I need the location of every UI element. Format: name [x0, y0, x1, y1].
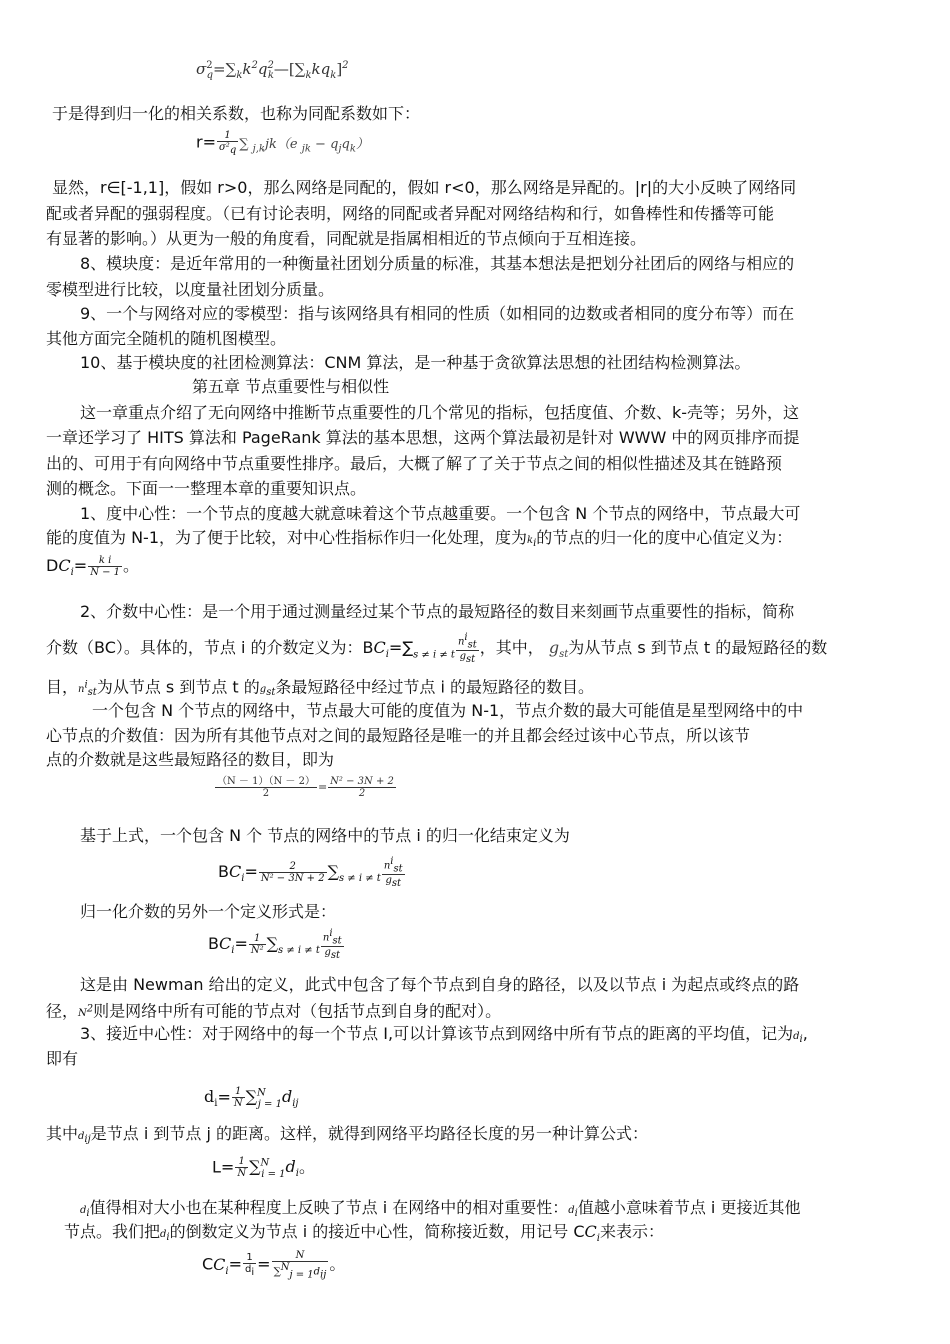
text-span: 值越小意味着节点 i 更接近其他 [577, 1198, 801, 1217]
text-line: 心节点的介数值：因为所有其他节点对之间的最短路径是唯一的并且都会经过该中心节点，所以该节 [46, 726, 751, 745]
chapter-heading: 第五章 节点重要性与相似性 [192, 377, 390, 396]
text-line: 这一章重点介绍了无向网络中推断节点重要性的几个常见的指标，包括度值、介数、k-壳等；另外，这 [80, 403, 800, 422]
text-line: 即有 [46, 1049, 79, 1068]
formula-max-betweenness: $\frac{(N - 1)(N - 2)}{2}$ = $\frac{\text{N² − 3N + 2}}{2}$ [217, 776, 394, 799]
text-span: 的倒数定义为节点 i 的接近中心性，简称接近数，用记号 C [169, 1222, 585, 1241]
formula-dc-prefix: D [46, 556, 59, 575]
formula-degree-centrality: $DC_i=$ $\frac{\text{k i}}{N - 1}$ 。 [46, 555, 140, 579]
text-span: 值得相对大小也在某种程度上反映了节点 i 在网络中的相对重要性： [89, 1198, 569, 1217]
text-line: 介数（BC）。具体的，节点 i 的介数定义为：$BC_i=\sum_{s \ne i \ne t}$ $\frac{n^i_{st}}{g_{st}}$ ，其中， $g_{st}$为从节点 s 到节点 t 的最短路径的数 [46, 632, 828, 666]
dc-numerator: k i [88, 555, 122, 567]
text-span: ，其中， [479, 638, 544, 658]
text-span: 是节点 i 到节点 j 的距离。这样，就得到网络平均路径长度的另一种计算公式： [90, 1124, 648, 1143]
dc-end: 。 [123, 556, 140, 575]
text-line: 配或者异配的强弱程度。（已有讨论表明，网络的同配或者异配对网络结构和行，如鲁棒性和传播等可能 [46, 204, 775, 223]
text-line: 3、接近中心性：对于网络中的每一个节点 I,可以计算该节点到网络中所有节点的距离的平均值，记为$d_i$, [80, 1024, 808, 1045]
text-span: 目， [46, 677, 79, 697]
dc-denominator: N − 1 [90, 567, 121, 578]
text-line: 10、基于模块度的社团检测算法：CNM 算法，是一种基于贪欲算法思想的社团结构检测算法。 [80, 353, 751, 372]
text-line: 出的、可用于有向网络中节点重要性排序。最后，大概了解了了关于节点之间的相似性描述及其在链路预 [46, 454, 783, 473]
text-span: 介数（BC）。具体的，节点 i 的介数定义为：B [46, 638, 374, 658]
text-line: $d_i$值得相对大小也在某种程度上反映了节点 i 在网络中的相对重要性：$d_i$值越小意味着节点 i 更接近其他 [80, 1198, 801, 1219]
text-line: 2、介数中心性：是一个用于通过测量经过某个节点的最短路径的数目来刻画节点重要性的指标，简称 [80, 602, 795, 621]
formula-average-distance: $d_i=$ $\frac{1}{N}$ $\sum^N_{j = 1}d_{ij}$ [204, 1086, 299, 1110]
formula-closeness-centrality: $CC_i=$ $\frac{1}{d_i}$ = $\frac{N}{\sum^N_{j = 1}d_{ij}}$ 。 [202, 1250, 346, 1281]
text-line: 零模型进行比较，以度量社团划分质量。 [46, 280, 335, 299]
text-span: 其中 [46, 1124, 79, 1143]
text-span: 3、接近中心性：对于网络中的每一个节点 I,可以计算该节点到网络中所有节点的距离的平均值，记为 [80, 1024, 794, 1043]
text-line: 一章还学习了 HITS 算法和 PageRank 算法的基本思想，这两个算法最初是针对 WWW 中的网页排序而提 [46, 428, 800, 447]
text-line: 有显著的影响。）从更为一般的角度看，同配就是指属相相近的节点倾向于互相连接。 [46, 229, 647, 248]
text-line: 测的概念。下面一一整理本章的重要知识点。 [46, 479, 367, 498]
text-line: 这是由 Newman 给出的定义，此式中包含了每个节点到自身的路径，以及以节点 i 为起点或终点的路 [80, 975, 800, 994]
text-span: 径， [46, 1001, 79, 1021]
text-line: 其中$d_{ij}$是节点 i 到节点 j 的距离。这样，就得到网络平均路径长度的另一种计算公式： [46, 1124, 648, 1145]
text-line: 9、一个与网络对应的零模型：指与该网络具有相同的性质（如相同的边数或者相同的度分布等）而在 [80, 304, 795, 323]
text-line: 点的介数就是这些最短路径的数目，即为 [46, 750, 335, 769]
text-span: 能的度值为 N-1，为了便于比较，对中心性指标作归一化处理，度为 [46, 528, 528, 547]
formula-sigma: $\sigma^2_q=\sum_kk^2q^2_k—[\sum_kkq_k]^2$ [196, 60, 349, 81]
formula-r-prefix: r= [196, 132, 216, 152]
text-span: 来表示： [599, 1222, 664, 1241]
text-line: 节点。我们把$d_i$的倒数定义为节点 i 的接近中心性，简称接近数，用记号 $CC_i$来表示： [64, 1222, 664, 1245]
text-span: 的节点的归一化的度中心值定义为： [536, 528, 793, 547]
text-line: 8、模块度：是近年常用的一种衡量社团划分质量的标准，其基本想法是把划分社团后的网络与相应的 [80, 254, 795, 273]
text-span: 条最短路径中经过节点 i 的最短路径的数目。 [275, 677, 594, 697]
text-line: 归一化介数的另外一个定义形式是： [80, 902, 337, 921]
text-line: 目，$n^i_{st}$为从节点 s 到节点 t 的$g_{st}$条最短路径中经过节点 i 的最短路径的数目。 [46, 677, 594, 699]
text-line: 径，$N^2$则是网络中所有可能的节点对（包括节点到自身的配对）。 [46, 1001, 502, 1021]
text-span: 为从节点 s 到节点 t 的 [96, 677, 260, 697]
text-line: 其他方面完全随机的随机图模型。 [46, 329, 287, 348]
text-span: 则是网络中所有可能的节点对（包括节点到自身的配对）。 [93, 1001, 502, 1021]
text-line: 1、度中心性：一个节点的度越大就意味着这个节点越重要。一个包含 N 个节点的网络中，节点最大可 [80, 504, 801, 523]
text-line: 基于上式，一个包含 N 个 节点的网络中的节点 i 的归一化结束定义为 [80, 826, 570, 845]
formula-normalized-betweenness: $BC_i=$ $\frac{2}{\text{N² − 3N + 2}}$ $\sum_{s \ne i \ne t}$ $\frac{n^i_{st}}{g_{st}}$ [218, 856, 403, 890]
formula-newman-betweenness: $BC_i=$ $\frac{1}{\text{N²}}$ $\sum_{s \ne i \ne t}$ $\frac{n^i_{st}}{g_{st}}$ [208, 928, 342, 962]
text-span: 为从节点 s 到节点 t 的最短路径的数 [568, 638, 828, 658]
formula-r: r= $\frac{1}{\sigma^2_q}$ ∑ $_{j,k}$jk（e $_{jk} - q_jq_k$） [196, 130, 369, 156]
text-line: 一个包含 N 个节点的网络中，节点最大可能的度值为 N-1，节点介数的最大可能值是星型网络中的中 [92, 701, 804, 720]
text-line: 于是得到归一化的相关系数，也称为同配系数如下： [52, 104, 421, 123]
formula-average-path-length: L= $\frac{1}{N}$ $\sum^N_{i = 1}d_i$。 [212, 1156, 316, 1180]
text-span: 节点。我们把 [64, 1222, 161, 1241]
text-line: 显然，r∈[-1,1]，假如 r>0，那么网络是同配的，假如 r<0，那么网络是异配的。|r|的大小反映了网络同 [52, 178, 797, 197]
text-line: 能的度值为 N-1，为了便于比较，对中心性指标作归一化处理，度为$k_i$的节点的归一化的度中心值定义为： [46, 528, 793, 549]
